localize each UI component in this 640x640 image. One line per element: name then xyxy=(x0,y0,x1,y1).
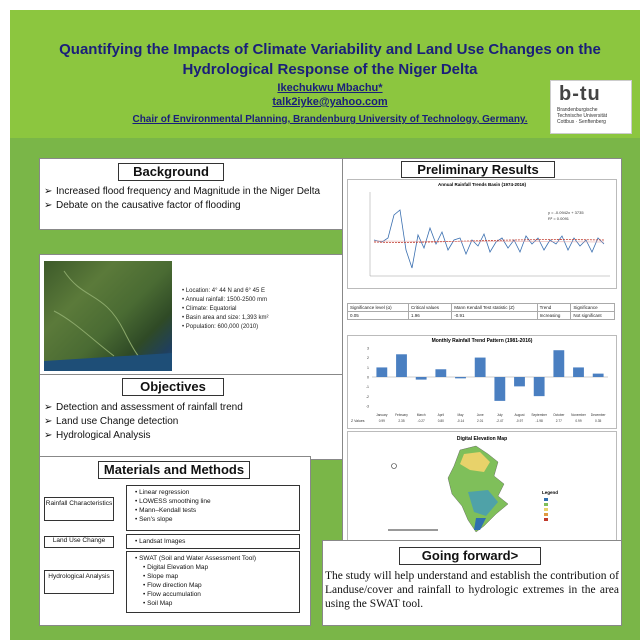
bar-april xyxy=(435,369,446,377)
line-chart-title: Annual Rainfall Trends Basin (1974-2016) xyxy=(437,182,527,187)
objectives-title: Objectives xyxy=(122,378,224,396)
bar-chart-category-label: November xyxy=(571,413,586,417)
objective-bullet: ➢ Hydrological Analysis xyxy=(44,430,151,441)
map-rivers xyxy=(44,261,172,371)
bar-may xyxy=(455,377,466,378)
title-line-1: Quantifying the Impacts of Climate Variability and Land Use Changes on the xyxy=(59,41,601,58)
going-forward-title: Going forward> xyxy=(399,547,541,565)
table-cell: 0.05 xyxy=(348,312,409,320)
author-name: Ikechukwu Mbachu* xyxy=(277,82,383,94)
bar-august xyxy=(514,377,525,386)
bar-chart-y-tick: -1 xyxy=(365,385,369,390)
fact-item: • Location: 4° 44 N and 6° 45 E xyxy=(182,288,265,294)
fact-item: • Annual rainfall: 1500-2500 mm xyxy=(182,297,268,303)
satellite-map-image xyxy=(44,261,172,371)
bar-chart-row-label: Z Values xyxy=(351,419,365,423)
bar-chart-y-tick: -2 xyxy=(365,394,369,399)
hydro-item: • Slope map xyxy=(143,573,179,580)
table-cell: -0.91 xyxy=(452,312,537,320)
hydro-list xyxy=(127,552,299,610)
table-header-cell: Mann Kendall Test statistic (Z) xyxy=(452,304,537,312)
line-chart-svg xyxy=(348,180,616,288)
study-area-facts xyxy=(182,287,332,332)
hydro-main-item: • SWAT (Soil and Water Assessment Tool) xyxy=(135,555,257,562)
bar-chart-y-tick: 0 xyxy=(367,375,369,380)
logo-line-3: Cottbus · Senftenberg xyxy=(557,119,606,125)
table-cell: 1.96 xyxy=(409,312,452,320)
bar-chart-category-label: March xyxy=(416,413,426,417)
bar-chart-value-label: 2.01 xyxy=(477,419,484,423)
bar-chart-value-label: 0.99 xyxy=(378,419,385,423)
fact-item: • Population: 600,000 (2010) xyxy=(182,324,259,330)
objectives-bullets xyxy=(44,401,336,443)
table-header-cell: Significance level (α) xyxy=(348,304,409,312)
table-cell: Increasing xyxy=(537,312,571,320)
bar-chart-value-label: 2.77 xyxy=(555,419,562,423)
bar-chart-y-tick: 1 xyxy=(367,365,369,370)
hydro-item: • Digital Elevation Map xyxy=(143,564,209,571)
methods-panel xyxy=(39,456,311,626)
objective-bullet: ➢ Land use Change detection xyxy=(44,416,179,427)
bar-chart-category-label: August xyxy=(514,413,525,417)
bar-june xyxy=(475,358,486,377)
line-chart-equation: y = -0.0942x + 3735 xyxy=(548,210,584,215)
logo-line-2: Technische Universität xyxy=(557,113,608,119)
landuse-label: Land Use Change xyxy=(44,536,114,548)
bar-chart-value-label: 0.80 xyxy=(437,419,444,423)
dem-legend-title: Legend xyxy=(542,490,559,495)
poster xyxy=(10,10,640,640)
title-line-2: Hydrological Response of the Niger Delta xyxy=(182,61,478,78)
logo-mark: b-tu xyxy=(559,83,601,105)
objectives-panel xyxy=(39,374,343,460)
background-bullet: ➢ Increased flood frequency and Magnitude in the Niger Delta xyxy=(44,186,321,197)
bar-chart-value-label: -2.47 xyxy=(496,419,504,423)
bar-chart-y-tick: 3 xyxy=(367,346,369,351)
going-forward-text: The study will help understand and establish the contribution of Landuse/cover and rainfall to hydrologic extremes in the area using the SWAT tool. xyxy=(325,570,619,610)
bar-chart-value-label: -0.97 xyxy=(515,419,524,423)
bar-september xyxy=(534,377,545,396)
bar-chart-y-tick: -3 xyxy=(365,404,369,409)
bar-december xyxy=(593,374,604,377)
bar-chart-value-label: 0.35 xyxy=(595,419,602,423)
rainfall-item: • Mann–Kendall tests xyxy=(135,507,197,514)
author-email[interactable]: talk2iyke@yahoo.com xyxy=(272,96,388,108)
bar-chart-title: Monthly Rainfall Trend Pattern (1981-2016) xyxy=(431,338,533,344)
going-forward-panel xyxy=(322,540,622,626)
table-header-cell: Trend xyxy=(537,304,571,312)
background-bullets xyxy=(44,185,336,213)
rainfall-item: • LOWESS smoothing line xyxy=(135,498,211,505)
fact-item: • Climate: Equatorial xyxy=(182,306,237,312)
bar-chart-category-label: September xyxy=(531,413,547,417)
mann-kendall-table xyxy=(347,303,615,320)
hydro-item: • Flow direction Map xyxy=(143,582,202,589)
bar-chart-value-label: 2.35 xyxy=(398,419,405,423)
rainfall-item: • Sen's slope xyxy=(135,516,173,523)
bar-october xyxy=(553,350,564,377)
monthly-bar-chart xyxy=(347,335,617,429)
bar-chart-category-label: July xyxy=(496,413,503,417)
bar-february xyxy=(396,354,407,377)
background-title: Background xyxy=(118,163,224,181)
bar-chart-value-label: 0.99 xyxy=(575,419,582,423)
dem-map-svg xyxy=(348,432,616,540)
study-area-panel xyxy=(39,254,343,378)
results-panel xyxy=(342,158,622,546)
table-header-cell: Significance xyxy=(571,304,615,312)
poster-title xyxy=(50,40,610,80)
bar-chart-y-tick: 2 xyxy=(367,356,369,361)
table-header-cell: Critical values xyxy=(409,304,452,312)
bar-chart-value-label: -0.27 xyxy=(417,419,425,423)
table-row xyxy=(348,312,615,320)
university-logo xyxy=(550,80,632,134)
bar-march xyxy=(416,377,427,380)
affiliation: Chair of Environmental Planning, Brandenburg University of Technology, Germany. xyxy=(132,114,528,125)
dem-title: Digital Elevation Map xyxy=(456,436,508,442)
hydro-item: • Soil Map xyxy=(143,600,173,607)
bar-chart-category-label: January xyxy=(376,413,388,417)
table-header-row xyxy=(348,304,615,312)
background-panel xyxy=(39,158,343,230)
annual-rainfall-chart xyxy=(347,179,617,289)
dem-map xyxy=(347,431,617,541)
fact-item: • Basin area and size: 1,393 km² xyxy=(182,315,269,321)
hydro-label: Hydrological Analysis xyxy=(44,570,114,594)
bar-november xyxy=(573,367,584,377)
results-title: Preliminary Results xyxy=(401,161,555,178)
rainfall-item: • Linear regression xyxy=(135,489,190,496)
bar-chart-category-label: May xyxy=(457,413,464,417)
header-band xyxy=(10,10,640,138)
bar-chart-category-label: June xyxy=(476,413,484,417)
methods-title: Materials and Methods xyxy=(98,461,250,479)
landuse-methods-box xyxy=(126,534,300,549)
bar-chart-svg xyxy=(348,336,616,428)
bar-chart-category-label: April xyxy=(437,413,445,417)
bar-july xyxy=(494,377,505,401)
line-chart-r2: R² = 0.0091 xyxy=(548,216,570,221)
hydro-item: • Flow accumulation xyxy=(143,591,201,598)
bar-chart-value-label: -0.14 xyxy=(456,419,465,423)
bar-chart-category-label: December xyxy=(590,413,606,417)
bar-chart-category-label: October xyxy=(553,413,565,417)
logo-line-1: Brandenburgische xyxy=(557,107,598,113)
bar-january xyxy=(376,367,387,377)
table-cell: Not significant xyxy=(571,312,615,320)
logo-text xyxy=(557,107,607,125)
background-bullet: ➢ Debate on the causative factor of flooding xyxy=(44,200,241,211)
bar-chart-category-label: February xyxy=(395,413,408,417)
rainfall-methods-box xyxy=(126,485,300,531)
landuse-item: • Landsat Images xyxy=(135,538,186,545)
hydro-methods-box xyxy=(126,551,300,613)
rainfall-list xyxy=(127,486,299,526)
objective-bullet: ➢ Detection and assessment of rainfall trend xyxy=(44,402,243,413)
rainfall-label: Rainfall Characteristics xyxy=(44,497,114,521)
bar-chart-value-label: -1.98 xyxy=(535,419,543,423)
